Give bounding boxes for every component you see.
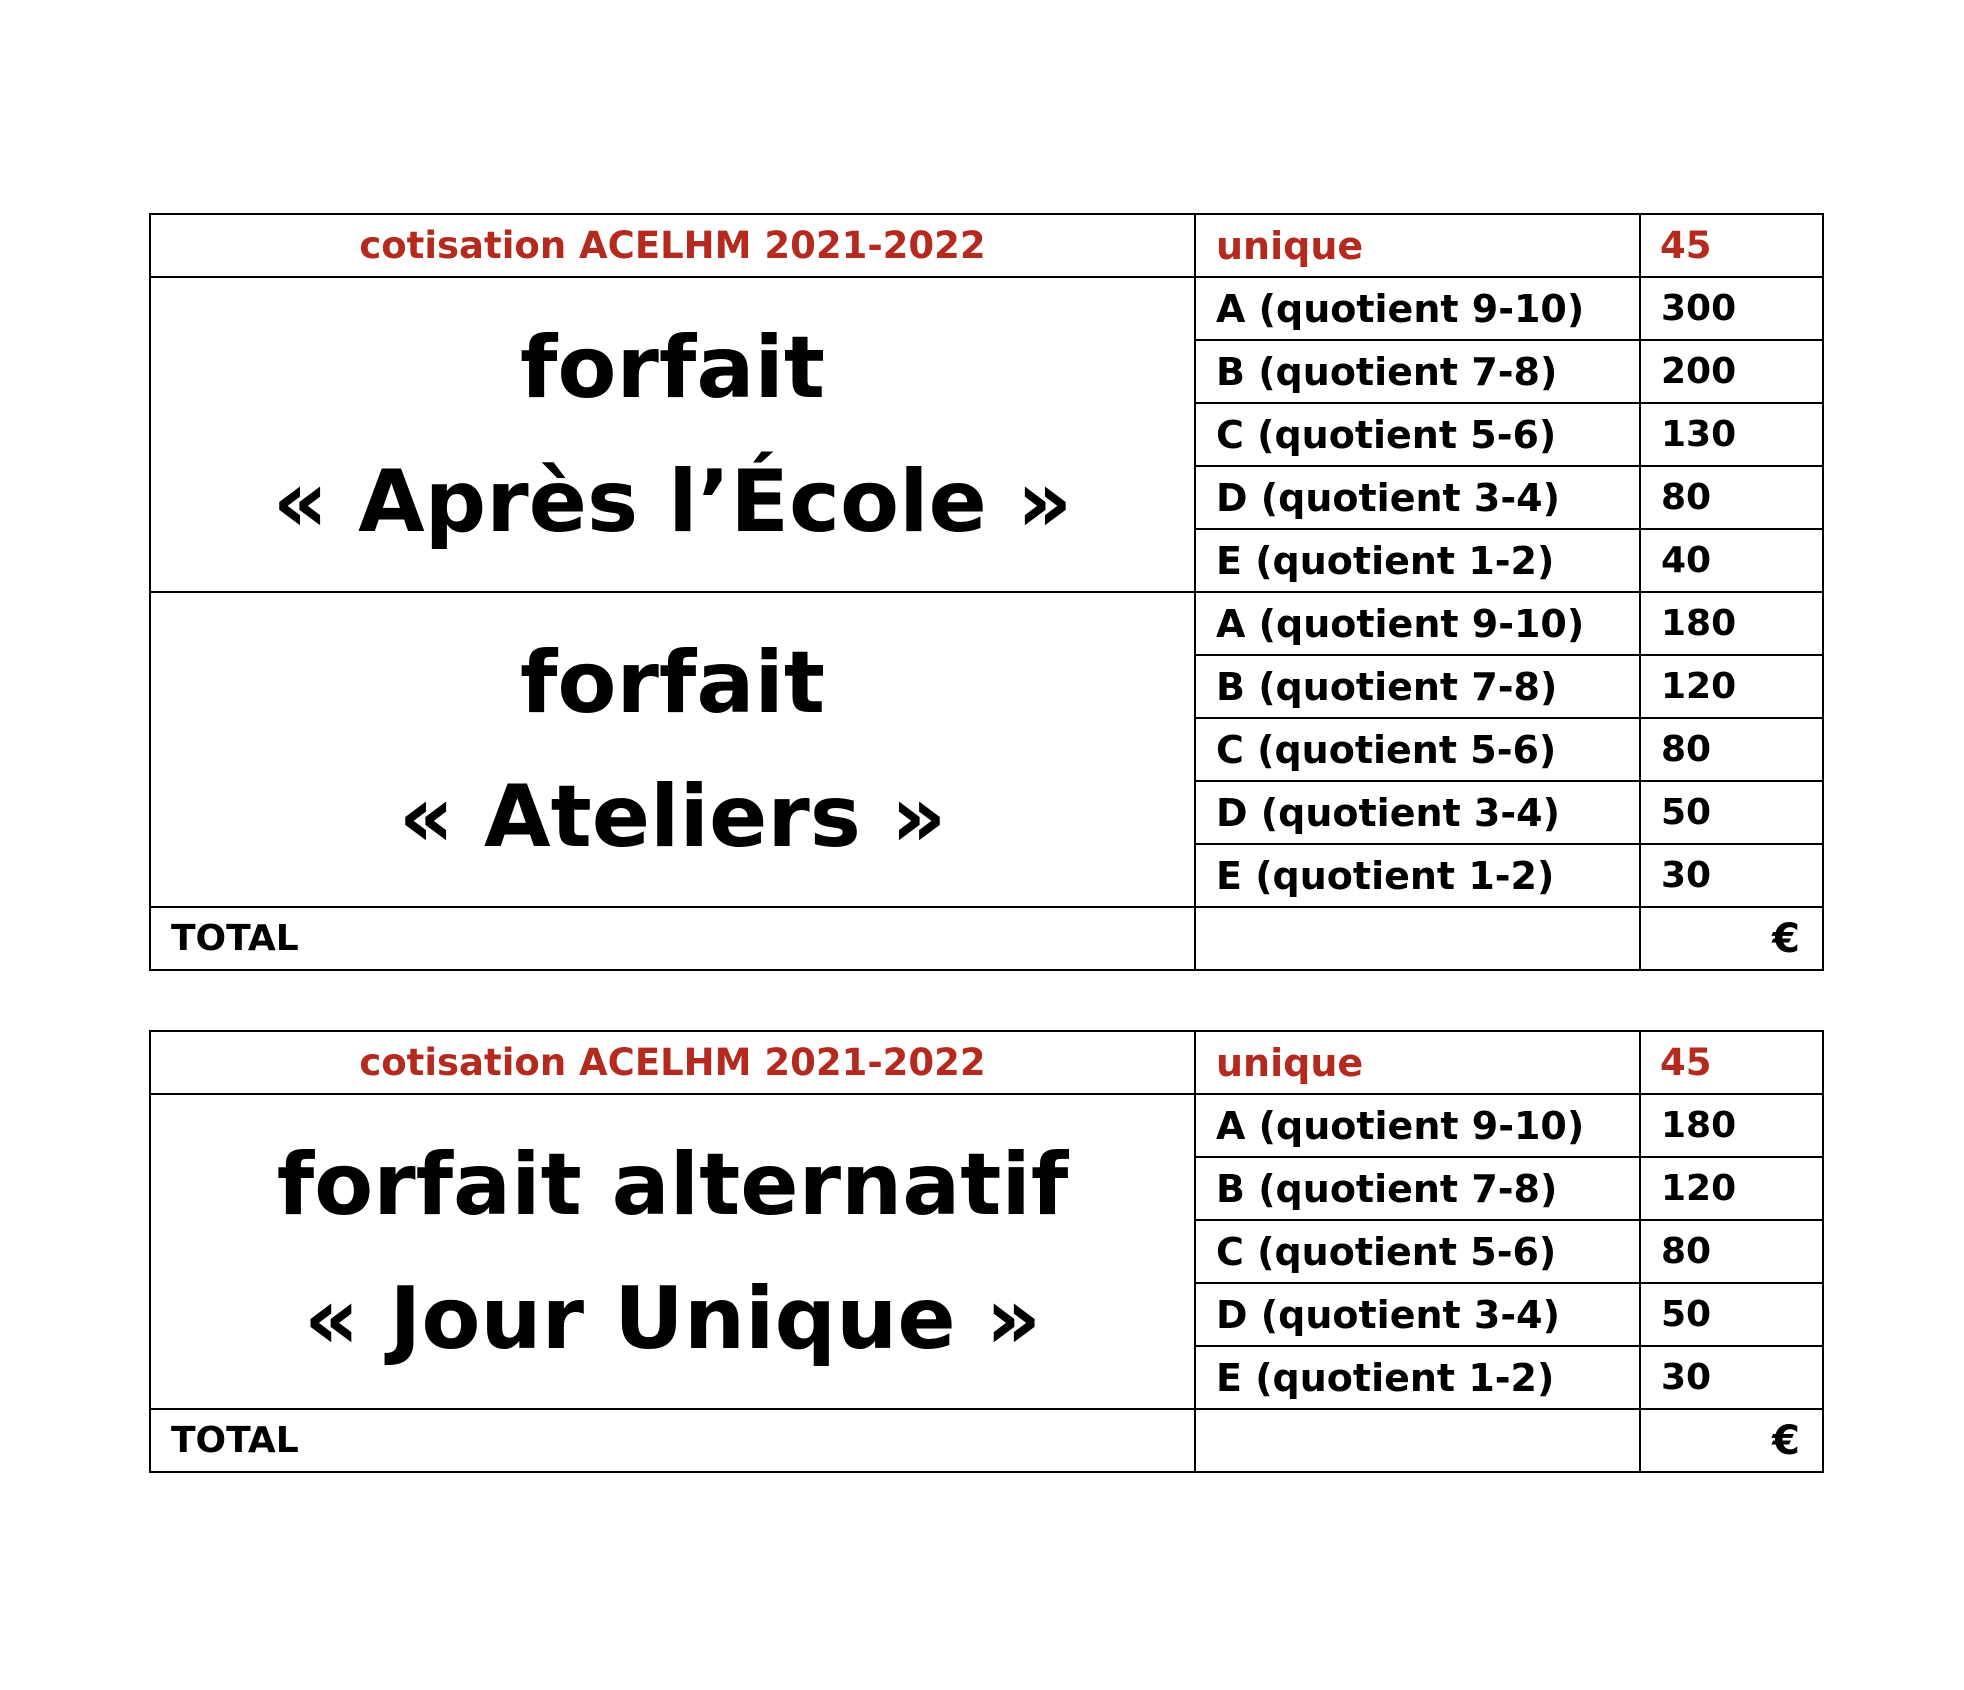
tier-price: 80 (1640, 466, 1823, 529)
tier-price: 120 (1640, 655, 1823, 718)
tier-label: C (quotient 5-6) (1195, 1220, 1640, 1283)
tier-price: 300 (1640, 277, 1823, 340)
table-header-row (150, 1031, 1823, 1094)
tier-price: 80 (1640, 718, 1823, 781)
tier-label: A (quotient 9-10) (1195, 592, 1640, 655)
total-label: TOTAL (150, 907, 1195, 970)
tier-price: 180 (1640, 592, 1823, 655)
tier-label: C (quotient 5-6) (1195, 718, 1640, 781)
total-label: TOTAL (150, 1409, 1195, 1472)
tier-price: 40 (1640, 529, 1823, 592)
forfait-line-2: « Jour Unique » (303, 1268, 1042, 1369)
total-row (150, 907, 1823, 970)
forfait-jour-unique-name (150, 1094, 1195, 1409)
total-row (150, 1409, 1823, 1472)
cotisation-label: unique (1195, 214, 1640, 277)
table-header-row (150, 214, 1823, 277)
total-currency: € (1640, 907, 1823, 970)
tier-price: 200 (1640, 340, 1823, 403)
tier-label: D (quotient 3-4) (1195, 781, 1640, 844)
tier-price: 120 (1640, 1157, 1823, 1220)
tier-price: 30 (1640, 844, 1823, 907)
cotisation-title: cotisation ACELHM 2021-2022 (150, 214, 1195, 277)
tier-label: E (quotient 1-2) (1195, 1346, 1640, 1409)
forfait-line-1: forfait alternatif (276, 1134, 1069, 1235)
tier-price: 80 (1640, 1220, 1823, 1283)
forfait-line-1: forfait (520, 632, 825, 733)
cotisation-label: unique (1195, 1031, 1640, 1094)
tier-price: 130 (1640, 403, 1823, 466)
tier-price: 30 (1640, 1346, 1823, 1409)
tier-label: D (quotient 3-4) (1195, 1283, 1640, 1346)
tier-label: E (quotient 1-2) (1195, 844, 1640, 907)
forfait-line-2: « Ateliers » (398, 766, 947, 867)
cotisation-title: cotisation ACELHM 2021-2022 (150, 1031, 1195, 1094)
table-row (150, 277, 1823, 340)
tier-label: C (quotient 5-6) (1195, 403, 1640, 466)
tarif-table-alternative (149, 1030, 1824, 1473)
tier-label: A (quotient 9-10) (1195, 1094, 1640, 1157)
total-amount-field[interactable] (1195, 1409, 1640, 1472)
cotisation-price: 45 (1640, 214, 1823, 277)
total-currency: € (1640, 1409, 1823, 1472)
cotisation-price: 45 (1640, 1031, 1823, 1094)
tier-label: B (quotient 7-8) (1195, 1157, 1640, 1220)
forfait-apres-ecole-name (150, 277, 1195, 592)
forfait-line-1: forfait (520, 317, 825, 418)
tier-label: B (quotient 7-8) (1195, 655, 1640, 718)
tier-label: E (quotient 1-2) (1195, 529, 1640, 592)
tier-label: B (quotient 7-8) (1195, 340, 1640, 403)
tier-price: 50 (1640, 1283, 1823, 1346)
forfait-line-2: « Après l’École » (272, 451, 1073, 552)
forfait-ateliers-name (150, 592, 1195, 907)
tier-label: A (quotient 9-10) (1195, 277, 1640, 340)
tier-label: D (quotient 3-4) (1195, 466, 1640, 529)
tarif-table-main (149, 213, 1824, 971)
tier-price: 50 (1640, 781, 1823, 844)
table-row (150, 592, 1823, 655)
total-amount-field[interactable] (1195, 907, 1640, 970)
table-row (150, 1094, 1823, 1157)
tier-price: 180 (1640, 1094, 1823, 1157)
